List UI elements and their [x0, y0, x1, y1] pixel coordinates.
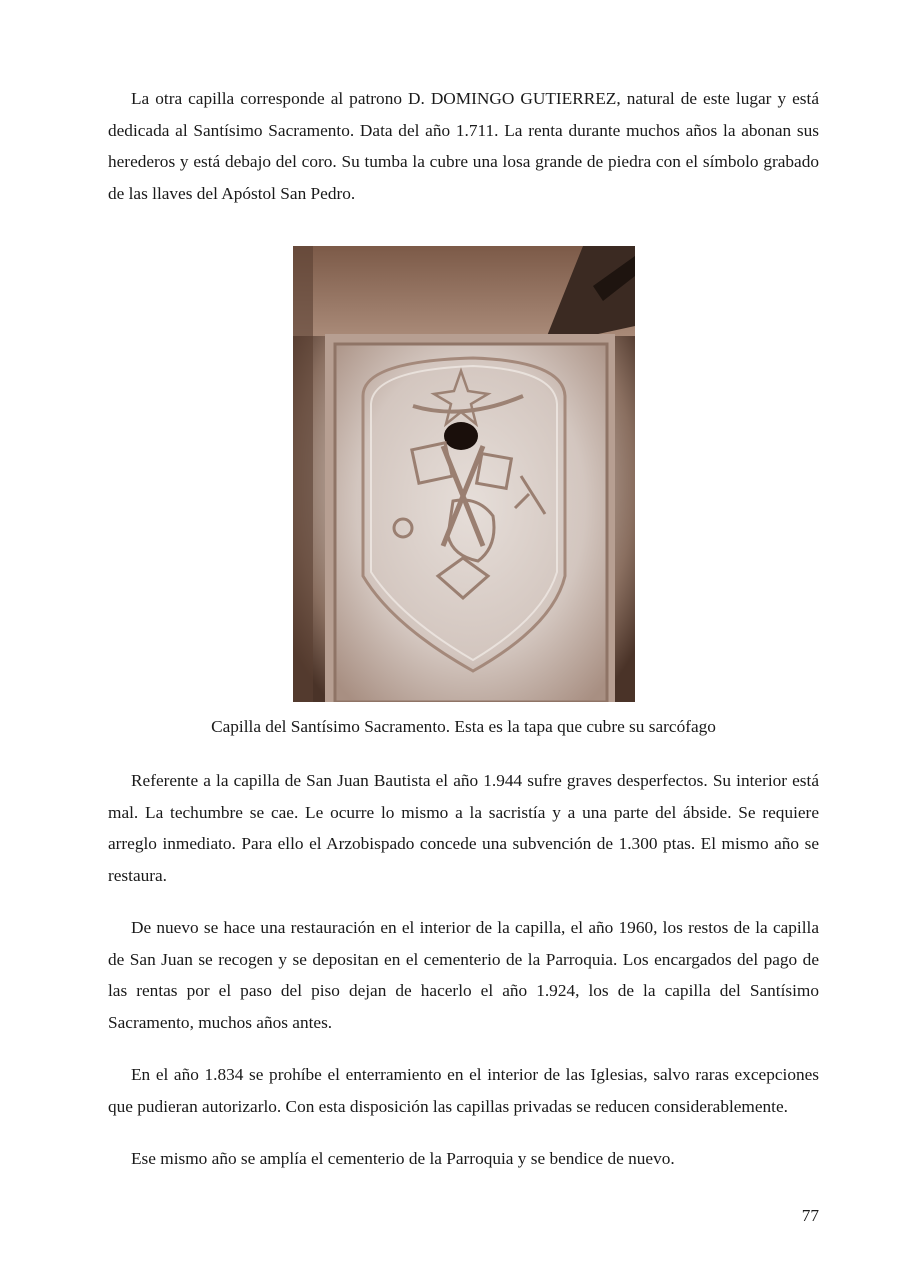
paragraph-restauracion: De nuevo se hace una restauración en el interior de la capilla, el año 1960, los restos de la capilla de San Juan se recogen y se depositan en el cementerio de la Parroquia. Los encargados del pago de las rentas por el paso del piso dejan de hacerlo el año 1.924, los de la capilla del Santísimo Sacramento, muchos años antes.: [108, 918, 819, 1032]
paragraph-domingo-gutierrez: La otra capilla corresponde al patrono D. DOMINGO GUTIERREZ, natural de este lugar y está dedicada al Santísimo Sacramento. Data del año 1.711. La renta durante muchos años la abonan sus herederos y está debajo del coro. Su tumba la cubre una losa grande de piedra con el símbolo grabado de las llaves del Apóstol San Pedro.: [108, 89, 819, 203]
figure: [108, 246, 819, 702]
page-content: [108, 83, 819, 1175]
tomb-slab-photo: [293, 246, 635, 702]
page-number: 77: [801, 1206, 819, 1225]
paragraph-enterramiento: En el año 1.834 se prohíbe el enterramiento en el interior de las Iglesias, salvo raras excepciones que pudieran autorizarlo. Con esta disposición las capillas privadas se reducen considerablemente.: [108, 1065, 819, 1116]
paragraph-cementerio: Ese mismo año se amplía el cementerio de la Parroquia y se bendice de nuevo.: [131, 1149, 675, 1168]
paragraph-san-juan-bautista: Referente a la capilla de San Juan Bautista el año 1.944 sufre graves desperfectos. Su interior está mal. La techumbre se cae. Le ocurre lo mismo a la sacristía y a una parte del ábside. Se requiere arreglo inmediato. Para ello el Arzobispado concede una subvención de 1.300 ptas. El mismo año se restaura.: [108, 771, 819, 885]
figure-caption: Capilla del Santísimo Sacramento. Esta es la tapa que cubre su sarcófago: [211, 717, 716, 736]
